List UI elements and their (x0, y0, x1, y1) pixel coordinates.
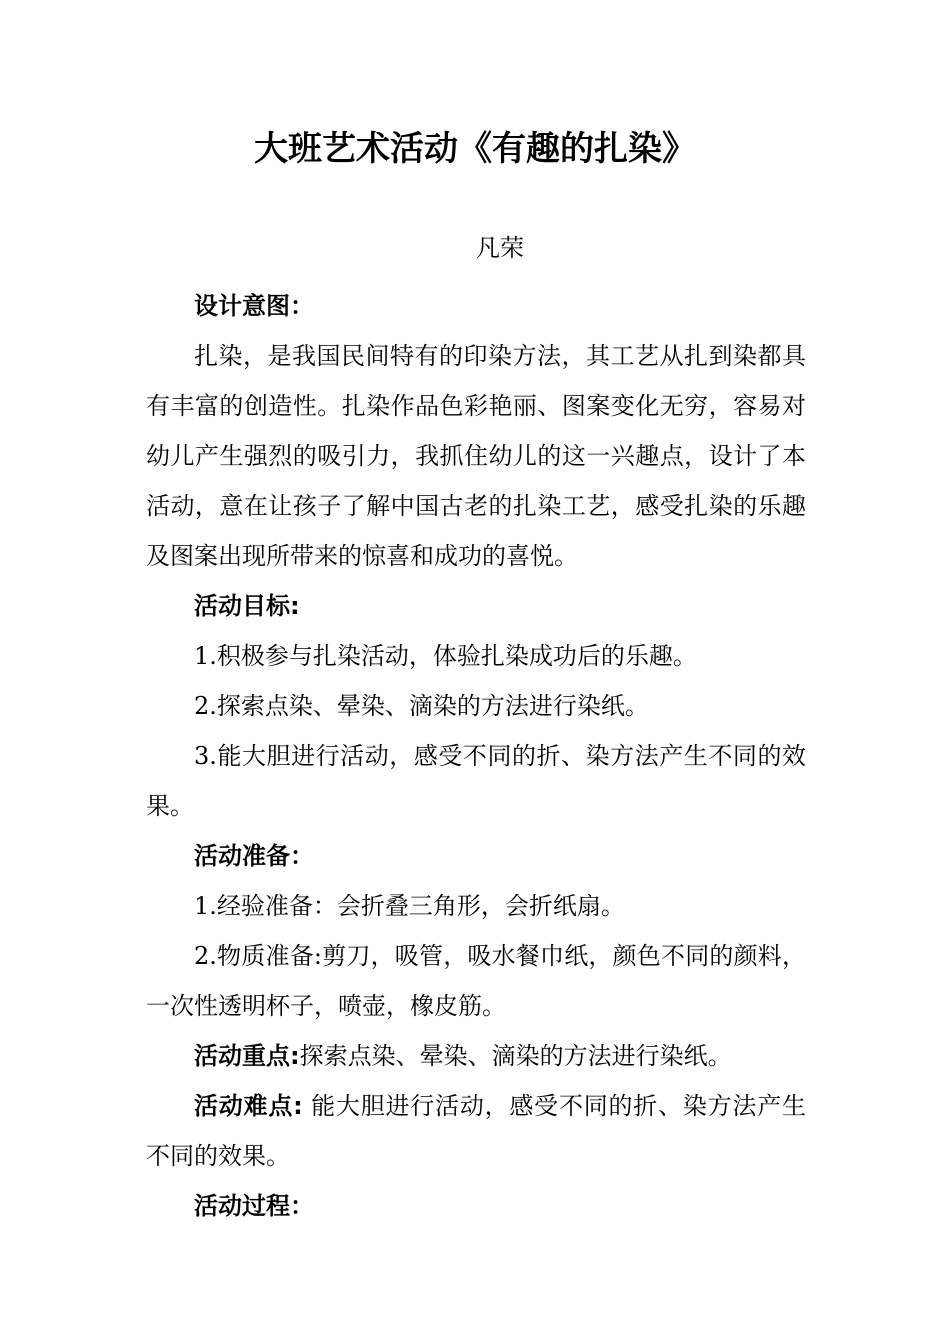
key-point (146, 1031, 806, 1081)
key-text: 探索点染、晕染、滴染的方法进行染纸。 (299, 1042, 732, 1070)
key-heading: 活动重点: (194, 1042, 300, 1070)
goal-item-3: 3.能大胆进行活动，感受不同的折、染方法产生不同的效果。 (146, 742, 806, 820)
prep-item-1: 1.经验准备：会折叠三角形，会折纸扇。 (194, 892, 625, 920)
document-body (146, 281, 806, 1231)
goals-heading-text: 活动目标: (194, 592, 300, 620)
process-heading (146, 1181, 806, 1231)
difficulty-heading: 活动难点: (194, 1092, 303, 1120)
difficulty-point (146, 1081, 806, 1181)
goal-item-1: 1.积极参与扎染活动，体验扎染成功后的乐趣。 (194, 642, 697, 670)
design-heading (146, 281, 806, 331)
design-heading-text: 设计意图： (194, 292, 314, 320)
goal-item-2: 2.探索点染、晕染、滴染的方法进行染纸。 (194, 692, 649, 720)
document-author: 凡荣 (476, 234, 524, 262)
document-title: 大班艺术活动《有趣的扎染》 (254, 129, 696, 169)
difficulty-text: 能大胆进行活动，感受不同的折、染方法产生不同的效果。 (146, 1092, 806, 1170)
design-paragraph: 扎染，是我国民间特有的印染方法，其工艺从扎到染都具有丰富的创造性。扎染作品色彩艳丽、图案变化无穷，容易对幼儿产生强烈的吸引力，我抓住幼儿的这一兴趣点，设计了本活动，意在让孩子了解中国古老的扎染工艺，感受扎染的乐趣及图案出现所带来的惊喜和成功的喜悦。 (146, 342, 806, 570)
process-heading-text: 活动过程： (194, 1192, 314, 1220)
prep-heading-text: 活动准备： (194, 842, 314, 870)
prep-item-2: 2.物质准备:剪刀，吸管，吸水餐巾纸，颜色不同的颜料，一次性透明杯子，喷壶，橡皮筋。 (146, 942, 806, 1020)
goals-heading (146, 581, 806, 631)
prep-heading (146, 831, 806, 881)
